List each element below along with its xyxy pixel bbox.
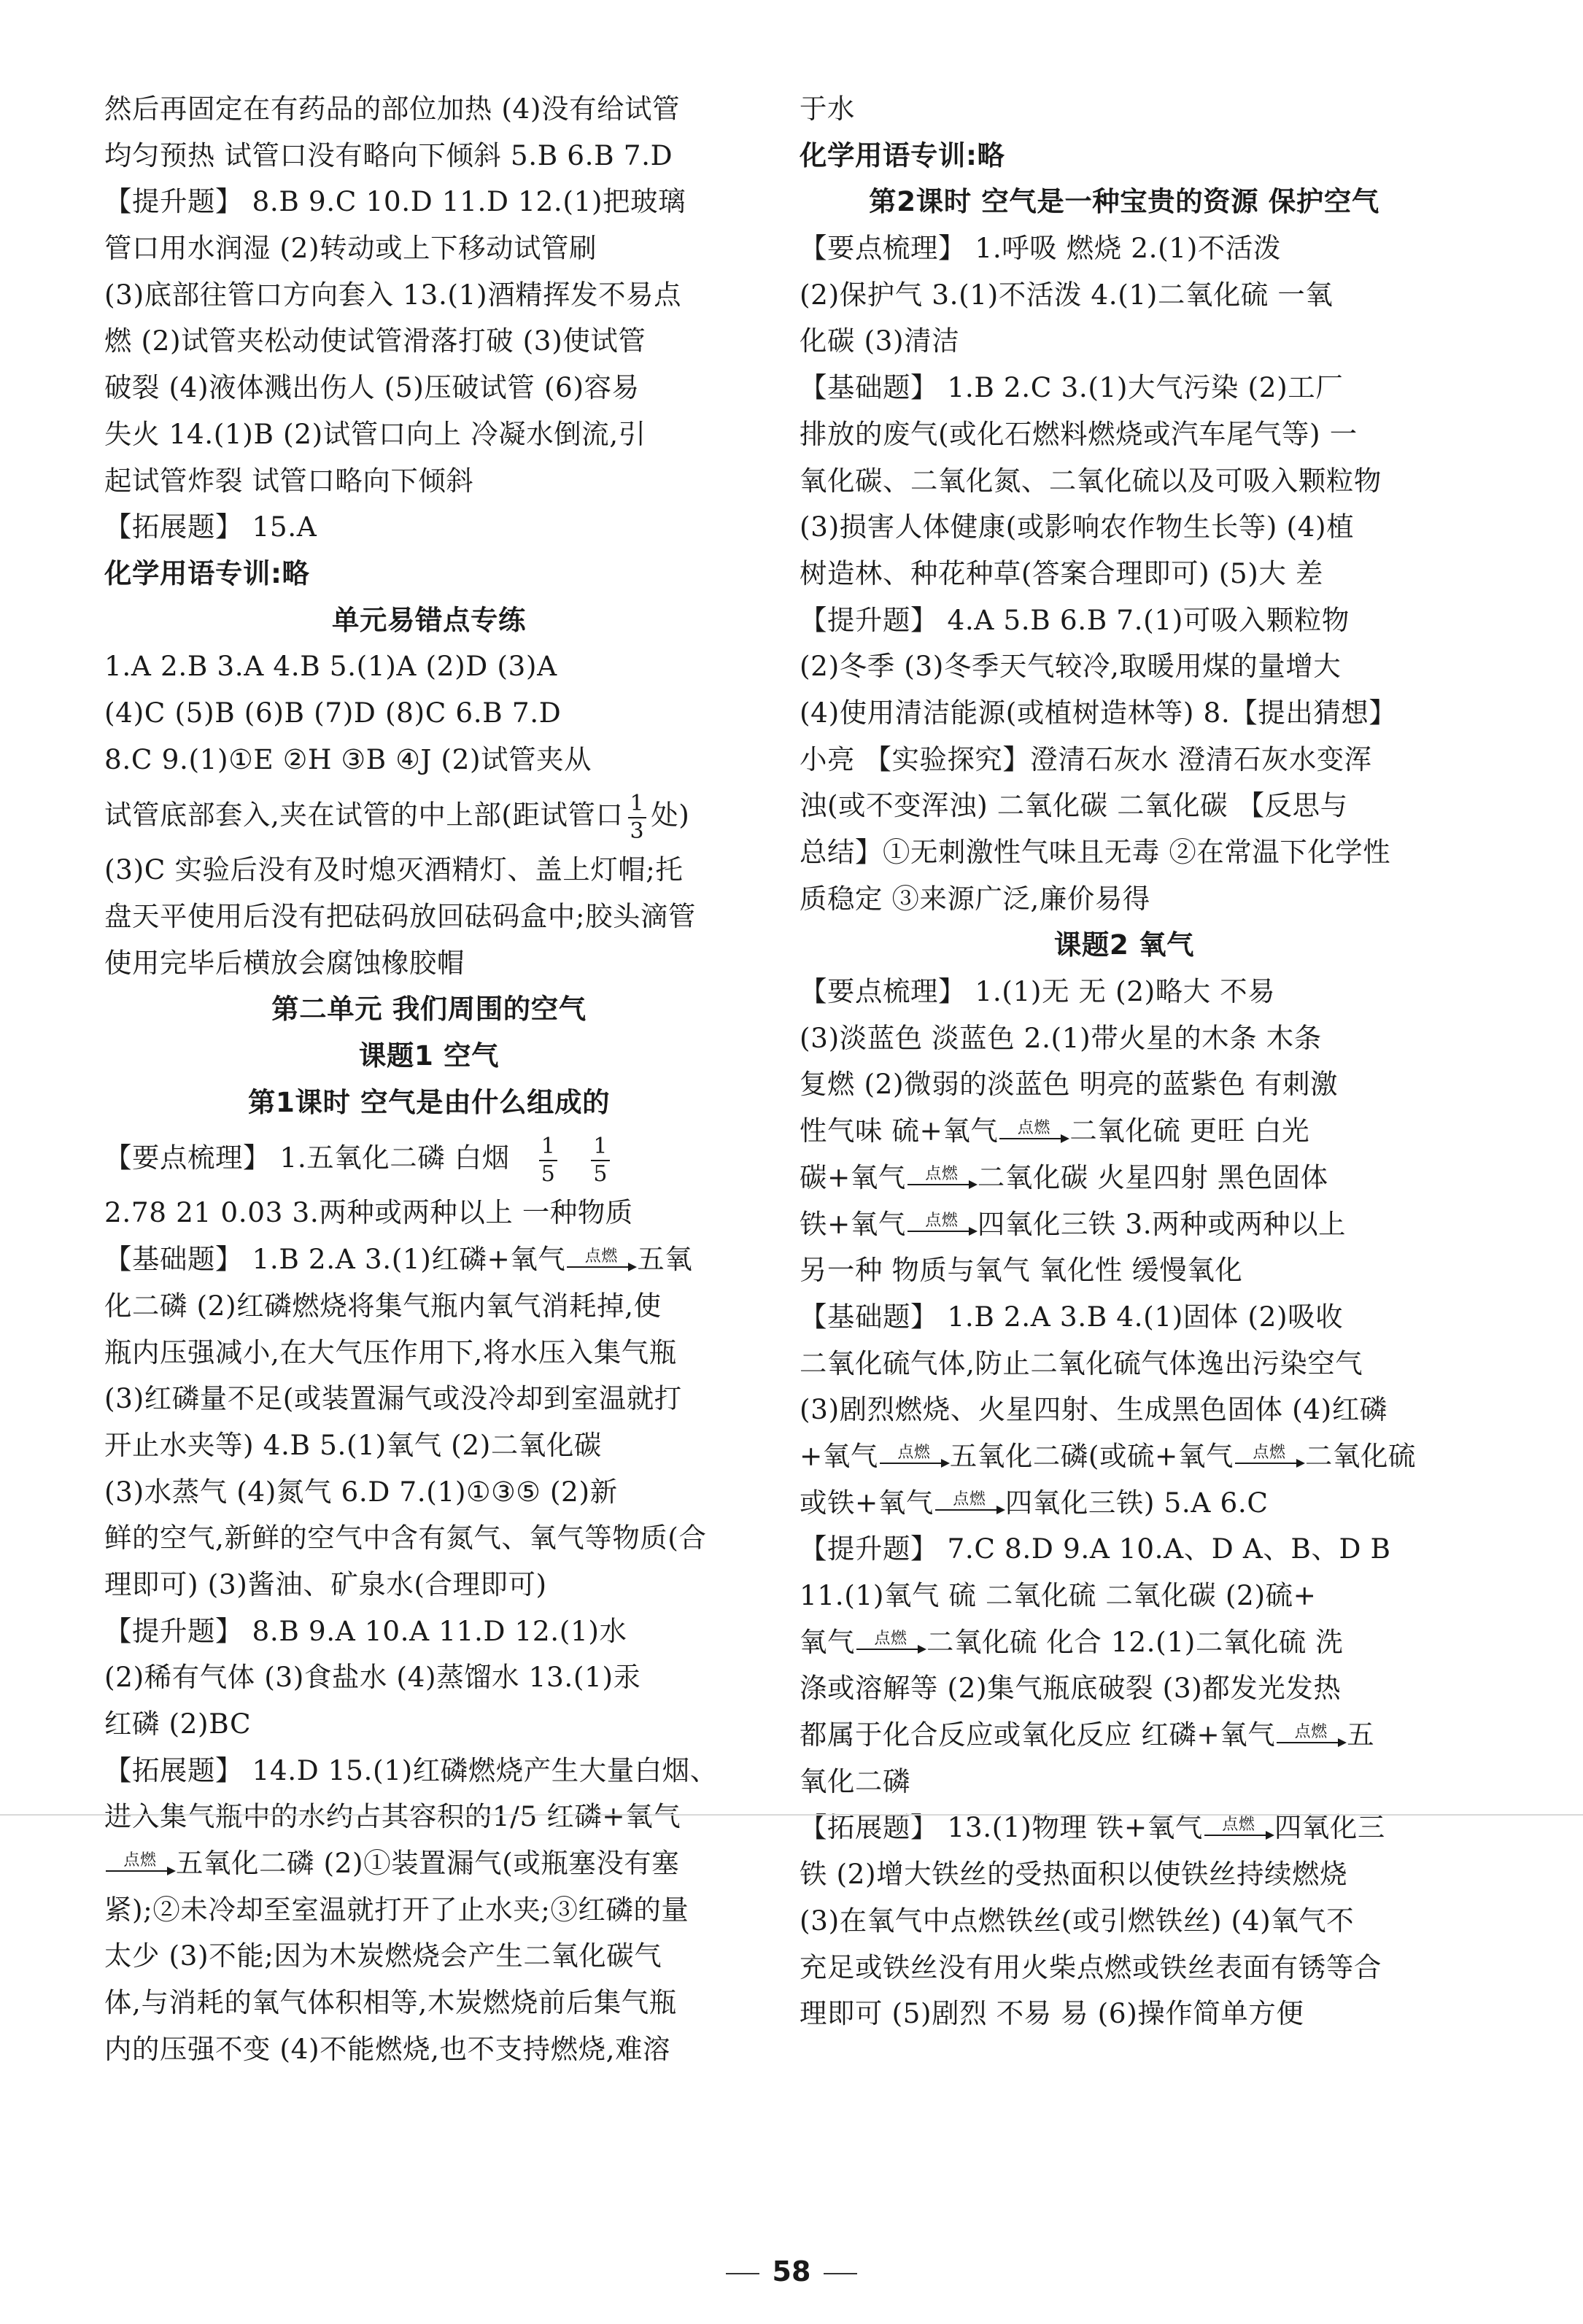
text-line: 燃 (2)试管夹松动使试管滑落打破 (3)使试管 xyxy=(104,325,646,357)
text-line: 理即可) (3)酱油、矿泉水(合理即可) xyxy=(104,1568,547,1600)
text-segment: 二氧化碳 火星四射 黑色固体 xyxy=(977,1161,1328,1193)
right-column xyxy=(800,86,1449,2037)
text-line: 化碳 (3)清洁 xyxy=(800,325,960,357)
reaction-arrow xyxy=(907,1213,976,1239)
text-line: 开止水夹等) 4.B 5.(1)氧气 (2)二氧化碳 xyxy=(104,1428,602,1461)
text-segment: 性气味 硫+氧气 xyxy=(800,1115,999,1147)
arrow-icon xyxy=(106,1870,174,1879)
text-line: 盘天平使用后没有把砝码放回砝码盒中;胶头滴管 xyxy=(104,900,697,932)
text-line: 11.(1)氧气 硫 二氧化硫 二氧化碳 (2)硫+ xyxy=(800,1579,1317,1611)
text-line: 树造林、种花种草(答案合理即可) (5)大 差 xyxy=(800,557,1323,589)
text-segment: 二氧化硫 化合 12.(1)二氧化硫 洗 xyxy=(926,1625,1344,1658)
scan-fold-line xyxy=(0,1814,1583,1816)
text-line: 【提升题】 7.C 8.D 9.A 10.A、D A、B、D B xyxy=(800,1533,1391,1565)
text-line: 起试管炸裂 试管口略向下倾斜 xyxy=(104,464,474,497)
text-segment: +氧气 xyxy=(800,1439,878,1472)
text-segment: 【拓展题】 13.(1)物理 铁+氧气 xyxy=(800,1811,1203,1844)
text-line: 体,与消耗的氧气体积相等,木炭燃烧前后集气瓶 xyxy=(104,1986,677,2019)
section-label: 化学用语专训:略 xyxy=(104,557,310,589)
arrow-condition: 点燃 xyxy=(953,1490,986,1509)
fraction xyxy=(539,1133,558,1187)
text-line xyxy=(800,1805,1449,1851)
text-line: 【提升题】 8.B 9.C 10.D 11.D 12.(1)把玻璃 xyxy=(104,185,686,218)
fraction-denominator: 5 xyxy=(593,1161,608,1187)
text-line xyxy=(800,1108,1449,1155)
text-line: (3)淡蓝色 淡蓝色 2.(1)带火星的木条 木条 xyxy=(800,1021,1322,1054)
text-line: (4)使用清洁能源(或植树造林等) 8.【提出猜想】 xyxy=(800,696,1397,729)
dash-decoration xyxy=(726,2273,759,2274)
text-line: 进入集气瓶中的水约占其容积的1/5 红磷+氧气 xyxy=(104,1800,681,1833)
text-line: (2)稀有气体 (3)食盐水 (4)蒸馏水 13.(1)汞 xyxy=(104,1661,641,1694)
text-line: 均匀预热 试管口没有略向下倾斜 5.B 6.B 7.D xyxy=(104,139,673,171)
section-heading: 单元易错点专练 xyxy=(332,603,526,636)
text-segment: 五氧 xyxy=(637,1243,693,1276)
arrow-condition: 点燃 xyxy=(925,1212,959,1230)
text-segment: 五氧化二磷(或硫+氧气 xyxy=(949,1439,1234,1472)
arrow-condition: 点燃 xyxy=(925,1165,959,1184)
text-line xyxy=(800,1201,1449,1248)
lesson-heading: 课题2 氧气 xyxy=(1053,929,1195,961)
text-segment: 氧气 xyxy=(800,1625,855,1658)
text-line xyxy=(800,1712,1449,1759)
reaction-arrow xyxy=(106,1853,174,1879)
text-segment: 四氧化三铁) 5.A 6.C xyxy=(1005,1486,1269,1519)
text-line: 【基础题】 1.B 2.A 3.B 4.(1)固体 (2)吸收 xyxy=(800,1300,1344,1333)
arrow-icon xyxy=(907,1184,976,1193)
text-line: 涤或溶解等 (2)集气瓶底破裂 (3)都发光发热 xyxy=(800,1672,1342,1705)
text-line: 于水 xyxy=(800,93,855,125)
section-label: 化学用语专训:略 xyxy=(800,139,1005,171)
text-line: 质稳定 ③来源广泛,廉价易得 xyxy=(800,882,1150,915)
text-segment: 二氧化硫 更旺 白光 xyxy=(1069,1115,1310,1147)
reaction-arrow xyxy=(907,1166,976,1193)
dash-decoration xyxy=(824,2273,857,2274)
reaction-arrow xyxy=(999,1120,1068,1147)
text-segment: 【基础题】 1.B 2.A 3.(1)红磷+氧气 xyxy=(104,1243,566,1276)
text-line: (3)底部往管口方向套入 13.(1)酒精挥发不易点 xyxy=(104,278,682,311)
reaction-arrow xyxy=(1235,1445,1304,1471)
text-line: 二氧化硫气体,防止二氧化硫气体逸出污染空气 xyxy=(800,1347,1363,1379)
text-line: (3)水蒸气 (4)氮气 6.D 7.(1)①③⑤ (2)新 xyxy=(104,1475,618,1508)
arrow-condition: 点燃 xyxy=(1222,1815,1255,1834)
left-column xyxy=(104,86,754,2073)
text-line: 管口用水润湿 (2)转动或上下移动试管刷 xyxy=(104,232,597,265)
reaction-arrow xyxy=(935,1492,1004,1518)
text-line xyxy=(800,1480,1449,1527)
arrow-condition: 点燃 xyxy=(1294,1722,1328,1741)
arrow-icon xyxy=(1204,1835,1273,1843)
fraction-numerator: 1 xyxy=(591,1136,610,1161)
text-line: 理即可 (5)剧烈 不易 易 (6)操作简单方便 xyxy=(800,1997,1304,2030)
text-line: 【基础题】 1.B 2.C 3.(1)大气污染 (2)工厂 xyxy=(800,371,1344,404)
arrow-condition: 点燃 xyxy=(897,1444,931,1463)
text-line: 1.A 2.B 3.A 4.B 5.(1)A (2)D (3)A xyxy=(104,650,557,683)
text-line: 瓶内压强减小,在大气压作用下,将水压入集气瓶 xyxy=(104,1336,677,1368)
text-segment: 五氧化二磷 (2)①装置漏气(或瓶塞没有塞 xyxy=(176,1847,680,1880)
text-line: (2)保护气 3.(1)不活泼 4.(1)二氧化硫 一氧 xyxy=(800,278,1334,311)
page-number-footer xyxy=(0,2255,1583,2288)
text-line: 排放的废气(或化石燃料燃烧或汽车尾气等) 一 xyxy=(800,417,1358,450)
text-line: 【要点梳理】 1.呼吸 燃烧 2.(1)不活泼 xyxy=(800,232,1281,265)
period-heading: 第2课时 空气是一种宝贵的资源 保护空气 xyxy=(869,185,1379,218)
text-line: (3)剧烈燃烧、火星四射、生成黑色固体 (4)红磷 xyxy=(800,1393,1387,1426)
text-line: 紧);②未冷却至室温就打开了止水夹;③红磷的量 xyxy=(104,1893,689,1926)
text-line: 总结】①无刺激性气味且无毒 ②在常温下化学性 xyxy=(800,836,1391,868)
fraction-numerator: 1 xyxy=(539,1136,558,1161)
text-line xyxy=(800,1155,1449,1201)
text-segment: 处) xyxy=(651,799,690,832)
reaction-arrow xyxy=(1277,1724,1345,1751)
text-segment: 四氧化三 xyxy=(1274,1811,1385,1844)
text-segment: 都属于化合反应或氧化反应 红磷+氧气 xyxy=(800,1719,1276,1751)
lesson-heading: 课题1 空气 xyxy=(358,1039,500,1072)
text-line: (3)在氧气中点燃铁丝(或引燃铁丝) (4)氧气不 xyxy=(800,1904,1355,1937)
arrow-condition: 点燃 xyxy=(1017,1118,1050,1137)
text-line: 充足或铁丝没有用火柴点燃或铁丝表面有锈等合 xyxy=(800,1951,1382,1983)
arrow-icon xyxy=(880,1463,948,1471)
fraction xyxy=(591,1133,610,1187)
text-line: (3)红磷量不足(或装置漏气或没冷却到室温就打 xyxy=(104,1382,682,1415)
text-line xyxy=(800,1619,1449,1666)
reaction-arrow xyxy=(1204,1817,1273,1843)
text-line: (3)C 实验后没有及时熄灭酒精灯、盖上灯帽;托 xyxy=(104,853,684,886)
fraction xyxy=(628,790,647,844)
text-line: 复燃 (2)微弱的淡蓝色 明亮的蓝紫色 有刺激 xyxy=(800,1068,1339,1101)
arrow-condition: 点燃 xyxy=(123,1851,157,1870)
text-line: 【提升题】 4.A 5.B 6.B 7.(1)可吸入颗粒物 xyxy=(800,603,1350,636)
text-segment: 铁+氧气 xyxy=(800,1207,906,1240)
arrow-condition: 点燃 xyxy=(584,1247,618,1266)
text-line: 破裂 (4)液体溅出伤人 (5)压破试管 (6)容易 xyxy=(104,371,640,404)
page-number: 58 xyxy=(772,2255,811,2288)
text-line xyxy=(104,1840,754,1887)
text-segment: 五 xyxy=(1347,1719,1375,1751)
arrow-icon xyxy=(567,1266,635,1275)
text-line xyxy=(104,1236,754,1283)
text-line: 鲜的空气,新鲜的空气中含有氮气、氧气等物质(合 xyxy=(104,1522,707,1554)
arrow-condition: 点燃 xyxy=(874,1630,907,1649)
text-line: 然后再固定在有药品的部位加热 (4)没有给试管 xyxy=(104,93,681,125)
text-segment: 或铁+氧气 xyxy=(800,1486,934,1519)
text-line: 另一种 物质与氧气 氧化性 缓慢氧化 xyxy=(800,1254,1243,1287)
text-line: 【拓展题】 15.A xyxy=(104,511,317,543)
arrow-icon xyxy=(907,1231,976,1239)
fraction-denominator: 5 xyxy=(541,1161,556,1187)
text-segment: 试管底部套入,夹在试管的中上部(距试管口 xyxy=(104,799,624,832)
reaction-arrow xyxy=(856,1631,925,1657)
text-segment: 四氧化三铁 3.两种或两种以上 xyxy=(977,1207,1347,1240)
text-line xyxy=(104,783,754,847)
text-line: 【要点梳理】 1.(1)无 无 (2)略大 不易 xyxy=(800,975,1276,1008)
unit-heading: 第二单元 我们周围的空气 xyxy=(271,993,587,1026)
text-line: 化二磷 (2)红磷燃烧将集气瓶内氧气消耗掉,使 xyxy=(104,1289,662,1322)
text-line: (3)损害人体健康(或影响农作物生长等) (4)植 xyxy=(800,511,1355,543)
arrow-condition: 点燃 xyxy=(1253,1444,1286,1463)
period-heading: 第1课时 空气是由什么组成的 xyxy=(247,1085,611,1118)
reaction-arrow xyxy=(567,1249,635,1275)
text-line: (2)冬季 (3)冬季天气较冷,取暖用煤的量增大 xyxy=(800,650,1342,683)
text-line: 【拓展题】 14.D 15.(1)红磷燃烧产生大量白烟、 xyxy=(104,1754,718,1786)
text-line: 小亮 【实验探究】澄清石灰水 澄清石灰水变浑 xyxy=(800,743,1372,775)
text-segment: 二氧化硫 xyxy=(1304,1439,1416,1472)
text-line: 2.78 21 0.03 3.两种或两种以上 一种物质 xyxy=(104,1196,633,1229)
arrow-icon xyxy=(935,1509,1004,1518)
fraction-numerator: 1 xyxy=(628,793,647,818)
arrow-icon xyxy=(856,1649,925,1657)
text-line: 内的压强不变 (4)不能燃烧,也不支持燃烧,难溶 xyxy=(104,2032,671,2065)
text-line: 【提升题】 8.B 9.A 10.A 11.D 12.(1)水 xyxy=(104,1614,627,1647)
arrow-icon xyxy=(1277,1742,1345,1751)
text-line: 太少 (3)不能;因为木炭燃烧会产生二氧化碳气 xyxy=(104,1940,662,1972)
text-line xyxy=(800,1433,1449,1480)
reaction-arrow xyxy=(880,1445,948,1471)
fraction-denominator: 3 xyxy=(630,818,645,844)
text-segment: 碳+氧气 xyxy=(800,1161,906,1193)
text-line: 红磷 (2)BC xyxy=(104,1708,252,1740)
text-line: 氧化二磷 xyxy=(800,1765,910,1797)
text-segment: 【要点梳理】 1.五氧化二磷 白烟 xyxy=(104,1142,510,1174)
text-line: (4)C (5)B (6)B (7)D (8)C 6.B 7.D xyxy=(104,696,562,729)
text-line xyxy=(104,1126,754,1190)
text-line: 氧化碳、二氧化氮、二氧化硫以及可吸入颗粒物 xyxy=(800,464,1382,497)
arrow-icon xyxy=(999,1138,1068,1147)
text-line: 浊(或不变浑浊) 二氧化碳 二氧化碳 【反思与 xyxy=(800,789,1348,822)
text-line: 失火 14.(1)B (2)试管口向上 冷凝水倒流,引 xyxy=(104,417,646,450)
arrow-icon xyxy=(1235,1463,1304,1471)
text-line: 8.C 9.(1)①E ②H ③B ④J (2)试管夹从 xyxy=(104,743,592,775)
text-line: 铁 (2)增大铁丝的受热面积以使铁丝持续燃烧 xyxy=(800,1858,1348,1891)
text-line: 使用完毕后横放会腐蚀橡胶帽 xyxy=(104,946,465,979)
